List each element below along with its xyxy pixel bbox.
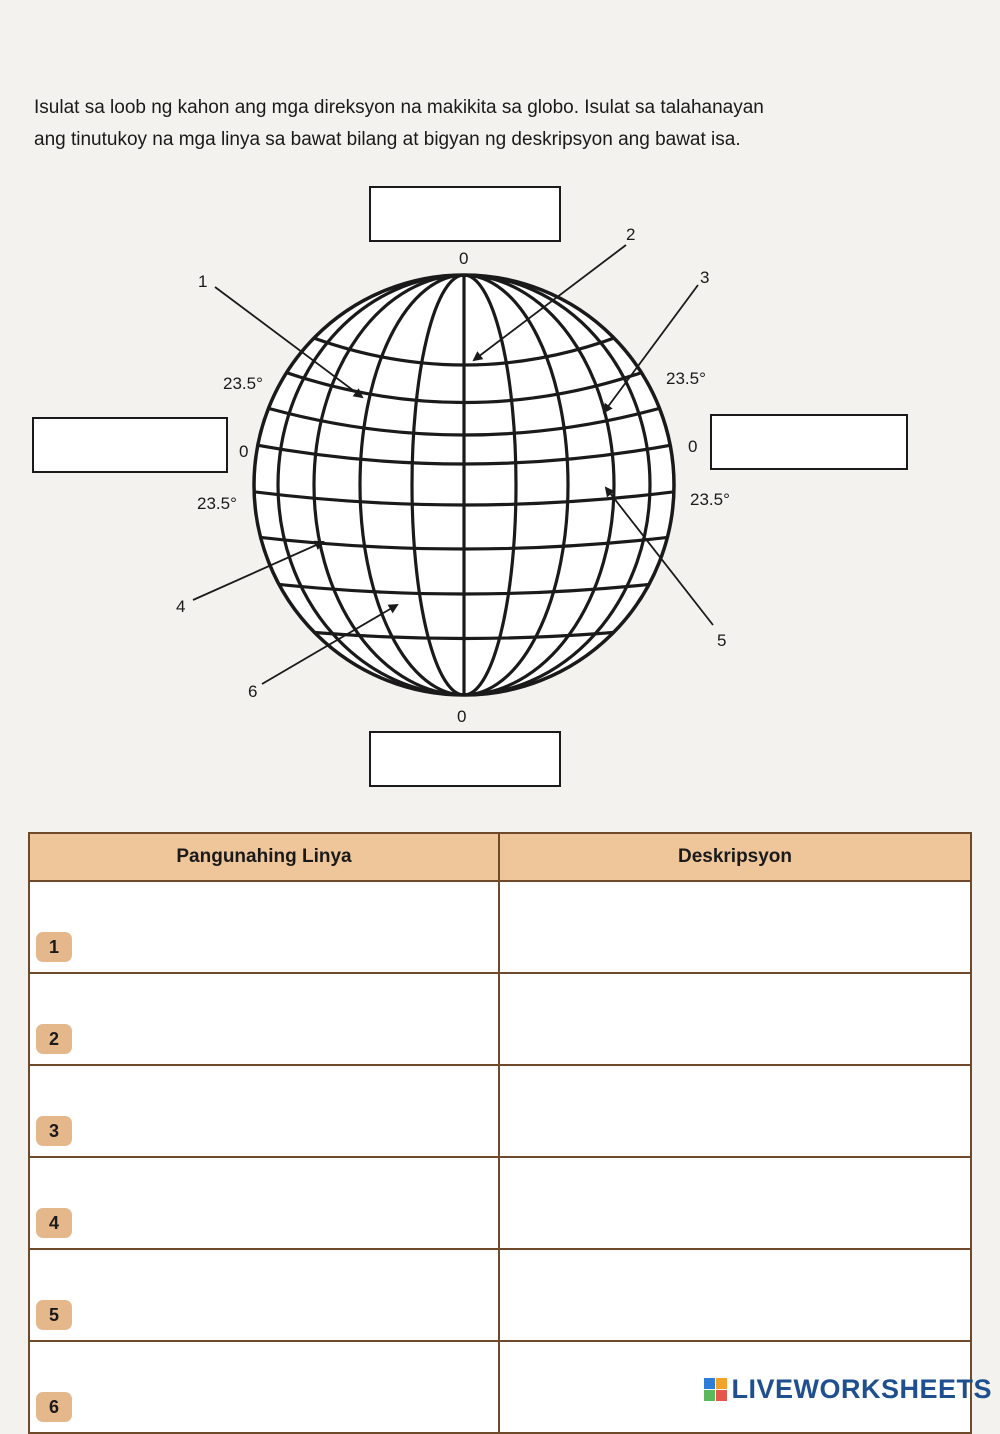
header-deskripsyon: Deskripsyon (499, 833, 971, 881)
pointer-6-label: 6 (248, 682, 258, 701)
table-header-row (29, 833, 971, 881)
logo-square (716, 1378, 727, 1389)
pointer-4-label: 4 (176, 597, 186, 616)
logo-square (716, 1390, 727, 1401)
line-cell[interactable] (29, 1065, 499, 1157)
liveworksheets-logo-icon (704, 1378, 727, 1401)
logo-square (704, 1390, 715, 1401)
description-cell[interactable] (499, 973, 971, 1065)
tropic-south-degree-right: 23.5° (690, 490, 730, 509)
liveworksheets-logo-text: LIVEWORKSHEETS (731, 1374, 992, 1404)
line-cell[interactable] (29, 1157, 499, 1249)
direction-box-right[interactable] (710, 414, 908, 470)
row-number-badge: 6 (36, 1392, 72, 1422)
tropic-south-degree-left: 23.5° (197, 494, 237, 513)
line-cell[interactable] (29, 1341, 499, 1433)
table-row (29, 881, 971, 973)
table-row (29, 1065, 971, 1157)
description-cell[interactable] (499, 1157, 971, 1249)
tropic-north-degree-left: 23.5° (223, 374, 263, 393)
tropic-north-degree-right: 23.5° (666, 369, 706, 388)
direction-box-top[interactable] (369, 186, 561, 242)
pointer-3-label: 3 (700, 268, 710, 287)
table-row (29, 973, 971, 1065)
description-cell[interactable] (499, 1249, 971, 1341)
direction-box-bottom[interactable] (369, 731, 561, 787)
table-row (29, 1249, 971, 1341)
equator-degree-left: 0 (239, 442, 249, 461)
description-cell[interactable] (499, 1065, 971, 1157)
description-cell[interactable] (499, 881, 971, 973)
instructions-line-2: ang tinutukoy na mga linya sa bawat bilang at bigyan ng deskripsyon ang bawat isa. (34, 129, 741, 150)
pointer-5-label: 5 (717, 631, 727, 650)
table-row (29, 1157, 971, 1249)
row-number-badge: 3 (36, 1116, 72, 1146)
row-number-badge: 1 (36, 932, 72, 962)
south-pole-degree: 0 (457, 707, 467, 726)
instructions-line-1: Isulat sa loob ng kahon ang mga direksyon na makikita sa globo. Isulat sa talahanayan (34, 97, 764, 118)
liveworksheets-watermark (704, 1374, 992, 1405)
logo-square (704, 1378, 715, 1389)
line-cell[interactable] (29, 973, 499, 1065)
north-pole-degree: 0 (459, 249, 469, 268)
row-number-badge: 4 (36, 1208, 72, 1238)
line-cell[interactable] (29, 1249, 499, 1341)
lines-table (28, 832, 972, 1434)
line-cell[interactable] (29, 881, 499, 973)
row-number-badge: 2 (36, 1024, 72, 1054)
pointer-2-label: 2 (626, 225, 636, 244)
pointer-1-label: 1 (198, 272, 208, 291)
equator-degree-right: 0 (688, 437, 698, 456)
direction-box-left[interactable] (32, 417, 228, 473)
header-pangunahing-linya: Pangunahing Linya (29, 833, 499, 881)
row-number-badge: 5 (36, 1300, 72, 1330)
